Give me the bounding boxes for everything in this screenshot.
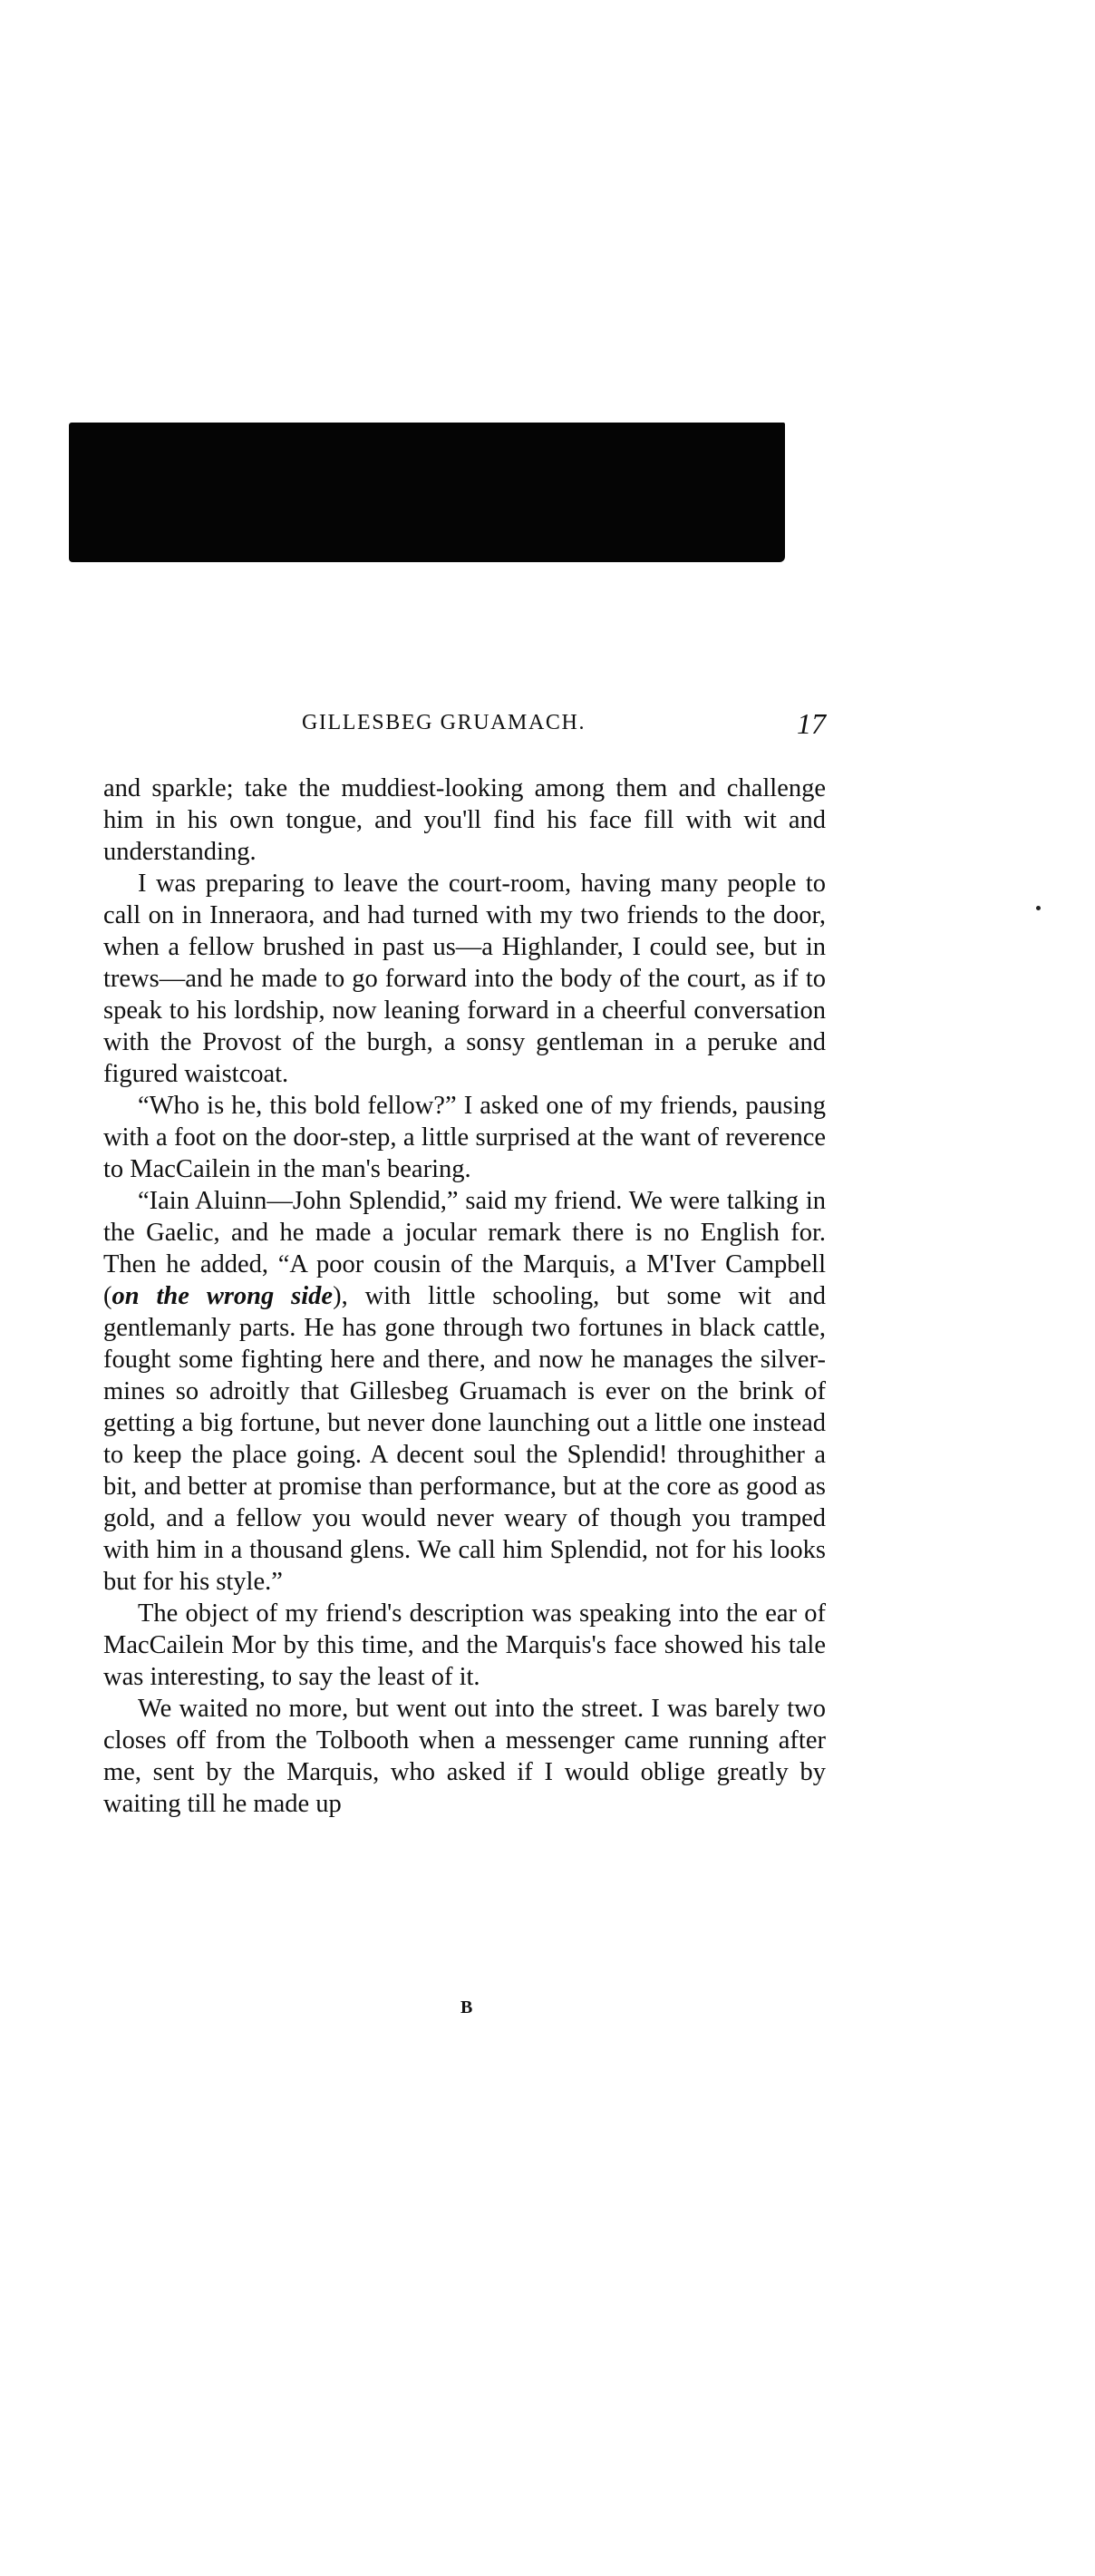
body-text [103,773,826,1820]
paragraph [103,1090,826,1185]
page-number: 17 [797,707,826,740]
ink-speck [1036,906,1041,910]
paragraph-text: The object of my friend's description was speaking into the ear of MacCailein Mor by this time, and the Marquis's face showed his tale was interesting, to say the least of it. [103,1599,826,1691]
running-title: GILLESBEG GRUAMACH. [302,711,586,734]
paragraph [103,868,826,1090]
paragraph-text: I was preparing to leave the court-room, having many people to call on in Inneraora, and had turned with my two friends to the door, when a fellow brushed in past us—a Highlander, I could see, but in trews—and he made to go forward into the body of the court, as if to speak to his lordship, now leaning forward in a cheerful conversation with the Provost of the burgh, a sonsy gentleman in a peruke and figured waistcoat. [103,870,826,1088]
signature-mark: B [460,1998,473,2017]
paragraph [103,1693,826,1820]
paragraph [103,773,826,868]
redaction-block [69,423,785,562]
italic-phrase: on the wrong side [111,1282,334,1310]
paragraph [103,1598,826,1693]
running-head [103,707,826,744]
paragraph-text: “Iain Aluinn—John Splendid,” said my friend. We were talking in the Gaelic, and he made a jocular remark there is no English for. Then he added, “A poor cousin of the Marquis, a M'Iver Campbell ( [103,1187,826,1310]
paragraph-text: and sparkle; take the muddiest-looking among them and challenge him in his own tongue, and you'll find his face fill with wit and understanding. [103,774,826,866]
paragraph [103,1185,826,1598]
paragraph-text: ), with little schooling, but some wit and gentlemanly parts. He has gone through two fortunes in black cattle, fought some fighting here and there, and now he manages the silver-mines so adroitly that Gillesbeg Gruamach is ever on the brink of getting a big fortune, but never done launching out a little one instead to keep the place going. A decent soul the Splendid! throughither a bit, and better at promise than performance, but at the core as good as gold, and a fellow you would never weary of though you tramped with him in a thousand glens. We call him Splendid, not for his looks but for his style.” [103,1282,826,1596]
paragraph-text: “Who is he, this bold fellow?” I asked one of my friends, pausing with a foot on the door-step, a little surprised at the want of reverence to MacCailein in the man's bearing. [103,1092,826,1183]
paragraph-text: We waited no more, but went out into the street. I was barely two closes off from the Tolbooth when a messenger came running after me, sent by the Marquis, who asked if I would oblige greatly by waiting till he made up [103,1695,826,1818]
